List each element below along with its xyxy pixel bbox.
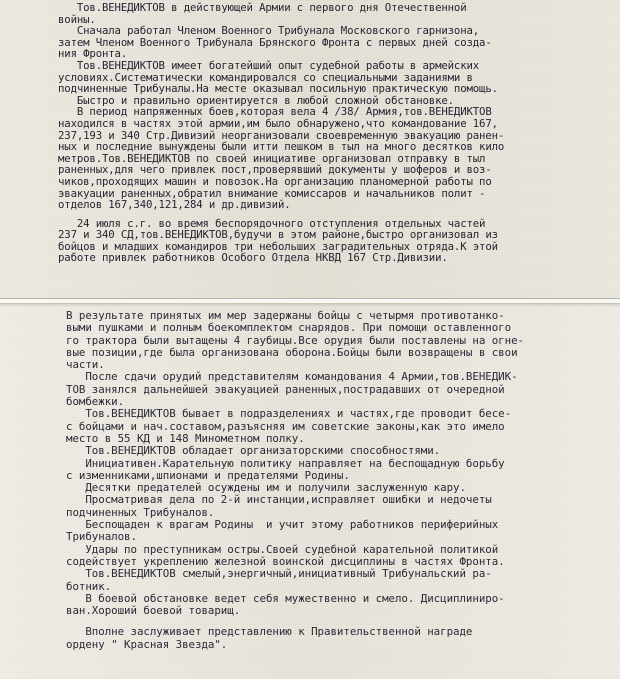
text-line: метров.Тов.ВЕНЕДИКТОВ по своей инициативе организовал отправку в тыл xyxy=(58,151,486,165)
text-line: ТОВ занялся дальнейшей эвакуацией раненных,пострадавших от очередной xyxy=(66,382,505,396)
text-line: ных и последние вынуждены были итти пешком в тыл на много десятков кило xyxy=(58,140,505,154)
text-line: В боевой обстановке ведет себя мужественно и смело. Дисциплиниро- xyxy=(66,591,505,605)
text-line: Десятки предателей осуждены им и получили заслуженную кару. xyxy=(66,481,466,495)
text-line: Тов.ВЕНЕДИКТОВ бывает в подразделениях и частях,где проводит бесе- xyxy=(66,407,512,421)
text-line: место в 55 КД и 148 Минометном полку. xyxy=(66,431,305,445)
text-line: Быстро и правильно ориентируется в любой сложной обстановке. xyxy=(58,93,454,107)
text-line: эвакуации раненных,обратил внимание комиссаров и начальников полит - xyxy=(58,186,486,200)
text-line: раненных,для чего привлек пост,проверявший документы у шоферов и воз- xyxy=(58,163,492,177)
text-line: Инициативен.Карательную политику направляет на беспощадную борьбу xyxy=(66,456,505,470)
text-line: Удары по преступникам остры.Своей судебной карательной политикой xyxy=(66,542,499,556)
text-line: 237 и 340 СД,тов.ВЕНЕДИКТОВ,будучи в этом районе,быстро организовал из xyxy=(58,228,498,242)
text-line: Тов.ВЕНЕДИКТОВ в действующей Армии с первого дня Отечественной xyxy=(58,1,467,14)
text-line: ван.Хороший боевой товарищ. xyxy=(66,604,241,618)
text-line: подчиненные Трибуналы.На месте оказывал посильную практическую помощь. xyxy=(58,82,498,96)
text-line: выми пушками и полным боекомплектом снарядов. При помощи оставленного xyxy=(66,321,512,335)
text-line: отделов 167,340,121,284 и др.дивизий. xyxy=(58,198,291,212)
text-line: Тов.ВЕНЕДИКТОВ смелый,энергичный,инициативный Трибунальский ра- xyxy=(66,567,492,581)
text-line: Тов.ВЕНЕДИКТОВ имеет богатейший опыт судебной работы в армейских xyxy=(58,58,480,72)
text-line: го трактора были вытащены 4 гаубицы.Все орудия были поставлены на огне- xyxy=(66,333,524,347)
text-line: войны. xyxy=(58,12,96,26)
text-line: находился в частях этой армии,им было обнаружено,что командование 167, xyxy=(58,116,498,130)
text-line: После сдачи орудий представителям командования 4 Армии,тов.ВЕНЕДИК- xyxy=(66,370,518,384)
text-line: В период напряженных боев,которая вела 4 /38/ Армия,тов.ВЕНЕДИКТОВ xyxy=(58,105,492,119)
text-line: с изменниками,шпионами и предателями Родины. xyxy=(66,468,350,482)
text-line: ордену " Красная Звезда". xyxy=(66,637,228,651)
text-line: бойцов и младших командиров три небольших заградительных отряда.К этой xyxy=(58,239,498,253)
text-line: работе привлек работников Особого Отдела НКВД 167 Стр.Дивизии. xyxy=(58,251,448,265)
text-line: Просматривая дела по 2-й инстанции,исправляет ошибки и недочеты xyxy=(66,493,492,507)
text-line: подчиненных Трибуналов. xyxy=(66,505,215,519)
text-line: с бойцами и нач.составом,разъясняя им советские законы,как это имело xyxy=(66,419,505,433)
text-line: В результате принятых им мер задержаны бойцы с четырмя противотанко- xyxy=(66,309,505,322)
text-line: ботник. xyxy=(66,579,112,593)
text-line: части. xyxy=(66,358,105,372)
sheet-shadow xyxy=(0,304,620,307)
text-line: вые позиции,где была организована оборона.Бойцы были возвращены в свои xyxy=(66,345,518,359)
text-line: Беспощаден к врагам Родины и учит этому работников периферийных xyxy=(66,518,499,532)
text-line: бомбежки. xyxy=(66,395,125,409)
text-line: чиков,проходящих машин и повозок.На организацию планомерной работы по xyxy=(58,174,492,188)
text-line: 237,193 и 340 Стр.Дивизий неорганизовали своевременную эвакуацию ранен- xyxy=(58,128,505,142)
text-line: условиях.Систематически командировался со специальными заданиями в xyxy=(58,70,473,84)
text-line: содействует укреплению железной воинской дисциплины в частях Фронта. xyxy=(66,554,505,568)
text-line: Сначала работал Членом Военного Трибунала Московского гарнизона, xyxy=(58,24,480,38)
document-sheet-bottom xyxy=(0,304,620,679)
text-line: ния Фронта. xyxy=(58,47,128,61)
text-line: 24 июля с.г. во время беспорядочного отступления отдельных частей xyxy=(58,216,486,230)
text-line: Тов.ВЕНЕДИКТОВ обладает организаторскими способностями. xyxy=(66,444,441,458)
text-line: Трибуналов. xyxy=(66,530,137,544)
text-line: затем Членом Военного Трибунала Брянского Фронта с первых дней созда- xyxy=(58,35,492,49)
document-sheet-top xyxy=(0,0,620,298)
text-line: Вполне заслуживает представлению к Правительственной награде xyxy=(66,625,473,639)
